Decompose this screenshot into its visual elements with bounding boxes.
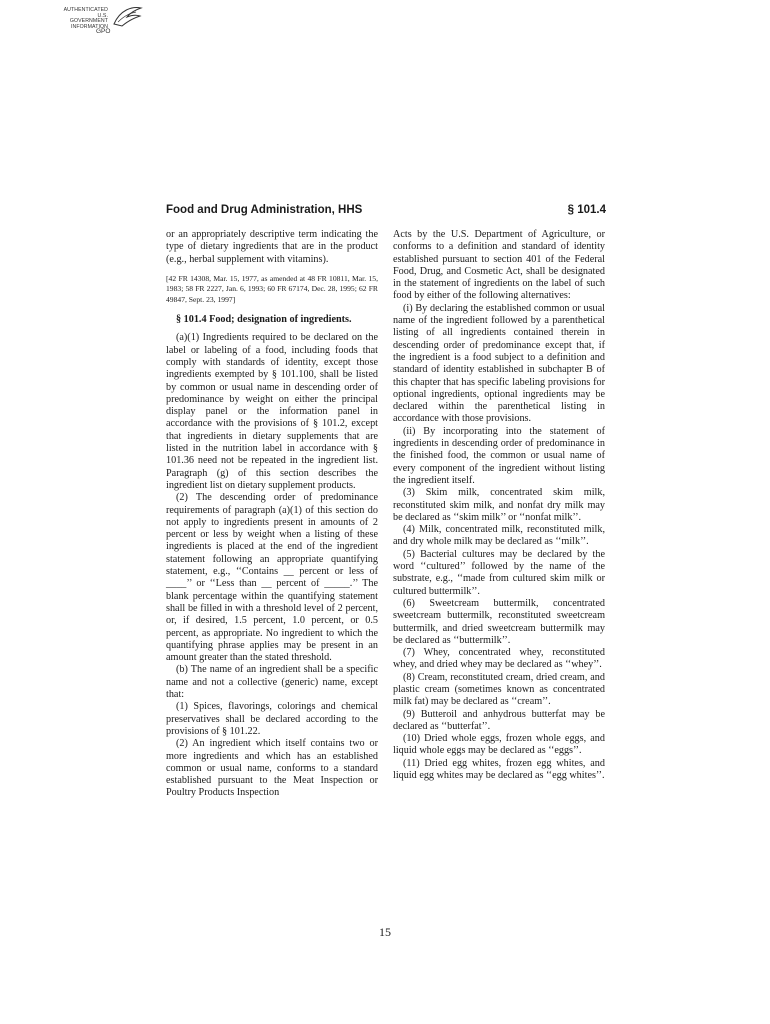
gpo-label: GPO [96, 28, 111, 35]
paragraph-b8: (8) Cream, reconstituted cream, dried cream, and plastic cream (sometimes known as concentrated milk fat) may be declared as ‘‘cream’’. [393, 671, 605, 708]
authenticated-gpo-seal [60, 4, 144, 44]
paragraph-b7: (7) Whey, concentrated whey, reconstituted whey, and dried whey may be declared as ‘‘whey’’. [393, 647, 605, 671]
section-heading: § 101.4 Food; designation of ingredients. [176, 314, 352, 326]
paragraph-b1: (1) Spices, flavorings, colorings and chemical preservatives shall be declared according to the provisions of § 101.22. [166, 701, 378, 737]
paragraph-b3: (3) Skim milk, concentrated skim milk, reconstituted skim milk, and nonfat dry milk may be declared as ‘‘skim milk’’ or ‘‘nonfat milk’’. [393, 487, 605, 523]
right-column [393, 229, 605, 782]
agency-name: Food and Drug Administration, HHS [166, 204, 363, 216]
paragraph-a1: (a)(1) Ingredients required to be declared on the label or labeling of a food, including foods that comply with standards of identity, except those ingredients exempted by § 101.100, shall be listed by common or usual name in descending order of predominance by weight on either the principal display panel or the information panel in accordance with the provisions of § 101.2, except that ingredients in dietary supplements that are listed in the nutrition label in accordance with § 101.36 need not be repeated in the ingredient list. Paragraph (g) of this section describes the ingredient list on dietary supplement products. [166, 332, 378, 491]
page-number: 15 [379, 925, 391, 939]
seal-line-1: AUTHENTICATED [63, 7, 108, 13]
paragraph-b2-ii: (ii) By incorporating into the statement of ingredients in descending order of predominance in the finished food, the common or usual name of every component of the ingredient without listing the ingredient itself. [393, 425, 605, 486]
left-column [166, 229, 378, 800]
paragraph-b10: (10) Dried whole eggs, frozen whole eggs, and liquid whole eggs may be declared as ‘‘eggs’’. [393, 733, 605, 757]
paragraph-b2-i: (i) By declaring the established common or usual name of the ingredient followed by a parenthetical listing of all ingredients contained therein in descending order of predominance except that, if the ingredient is a food subject to a definition and standard of identity established in subchapter B of this chapter that has specific labeling provisions for optional ingredients, optional ingredients may be declared within the parenthetical listing in accordance with those provisions. [393, 302, 605, 425]
continuation-paragraph: Acts by the U.S. Department of Agriculture, or conforms to a definition and standard of identity established pursuant to section 401 of the Federal Food, Drug, and Cosmetic Act, shall be designated in the statement of ingredients on the label of such food by either of the following alternatives: [393, 229, 605, 302]
seal-line-3: INFORMATION [70, 23, 108, 30]
paragraph-b2: (2) An ingredient which itself contains two or more ingredients and which has an established common or usual name, conforms to a standard established pursuant to the Meat Inspection or Poultry Products Inspection [166, 738, 378, 799]
paragraph-b9: (9) Butteroil and anhydrous butterfat may be declared as ‘‘butterfat’’. [393, 708, 605, 732]
paragraph-b6: (6) Sweetcream buttermilk, concentrated sweetcream buttermilk, reconstituted sweetcream buttermilk, and dried sweetcream buttermilk may be declared as ‘‘buttermilk’’. [393, 597, 605, 646]
amendment-citation: [42 FR 14308, Mar. 15, 1977, as amended at 48 FR 10811, Mar. 15, 1983; 58 FR 2227, Jan. 6, 1993; 60 FR 67174, Dec. 28, 1995; 62 FR 49847, Sept. 23, 1997] [166, 273, 378, 304]
section-number: § 101.4 [567, 204, 606, 216]
seal-line-2: U.S. GOVERNMENT [69, 12, 108, 25]
continuation-paragraph: or an appropriately descriptive term indicating the type of dietary ingredients that are in the product (e.g., herbal supplement with vitamins). [166, 229, 378, 265]
paragraph-b5: (5) Bacterial cultures may be declared by the word ‘‘cultured’’ followed by the name of the substrate, e.g., ‘‘made from cultured skim milk or cultured buttermilk’’. [393, 548, 605, 597]
paragraph-a2: (2) The descending order of predominance requirements of paragraph (a)(1) of this section do not apply to ingredients present in amounts of 2 percent or less by weight when a listing of these ingredients is placed at the end of the ingredient statement following an appropriate quantifying statement, e.g., ‘‘Contains __ percent or less of ____’’ or ‘‘Less than __ percent of _____.’’ The blank percentage within the quantifying statement shall be filled in with a threshold level of 2 percent, or, if desired, 1.5 percent, 1.0 percent, or 0.5 percent, as appropriate. No ingredient to which the quantifying phrase applies may be present in an amount greater than the stated threshold. [166, 492, 378, 664]
paragraph-b: (b) The name of an ingredient shall be a specific name and not a collective (generic) name, except that: [166, 664, 378, 701]
running-head [166, 204, 606, 220]
eagle-icon [110, 4, 144, 30]
paragraph-b4: (4) Milk, concentrated milk, reconstituted milk, and dry whole milk may be declared as ‘‘milk’’. [393, 524, 605, 548]
paragraph-b11: (11) Dried egg whites, frozen egg whites, and liquid egg whites may be declared as ‘‘egg whites’’. [393, 757, 605, 782]
